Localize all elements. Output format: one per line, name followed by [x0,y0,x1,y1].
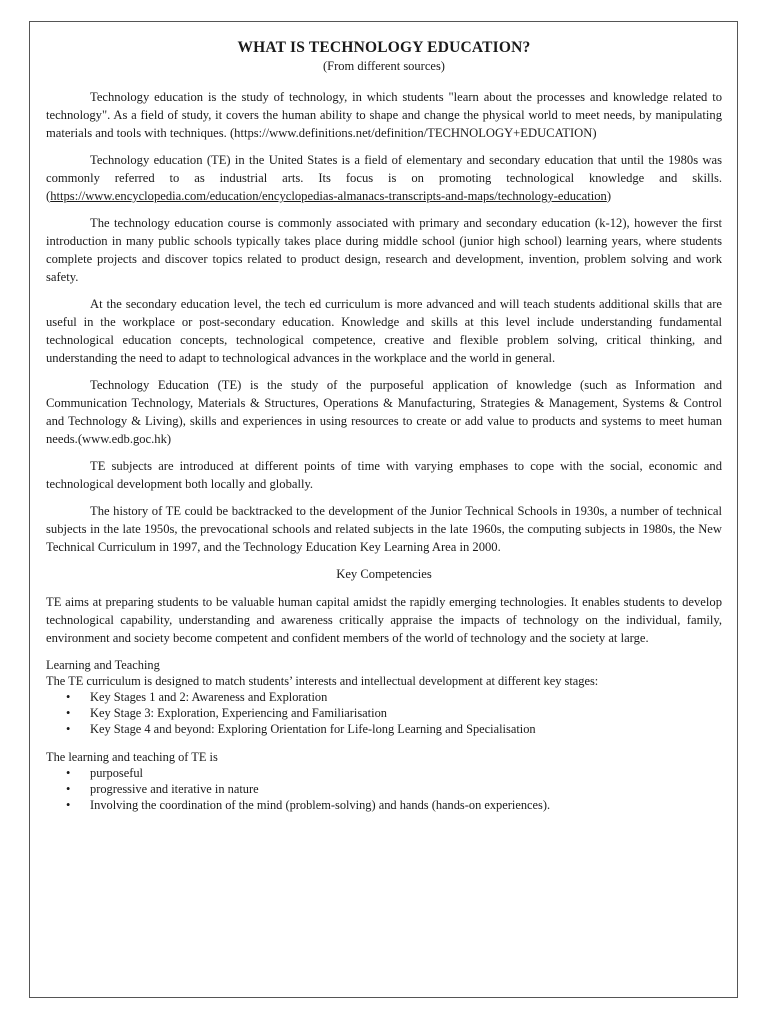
paragraph-us-te-text: Technology education (TE) in the United States is a field of elementary and secondary education that until the 1980s was commonly referred to as industrial arts. Its focus is on promoting technological knowledge and skills. ( [46,153,722,203]
bullet-icon: • [66,690,71,704]
paragraph-course: The technology education course is commonly associated with primary and secondary education (k-12), however the first introduction in many public schools typically takes place during middle school (junior high school) learning years, where students complete projects and discover topics related to product design, research and development, invention, problem solving and work safety. [46,216,722,284]
teaching-qualities-list [46,765,722,813]
page-title: WHAT IS TECHNOLOGY EDUCATION? [237,39,531,56]
list-item [46,797,722,813]
spacer [46,737,722,749]
paragraph-te-definition: Technology Education (TE) is the study of the purposeful application of knowledge (such as Information and Communication Technology, Materials & Structures, Operations & Manufacturing, Strategies & Management, Systems & Control and Technology & Living), skills and experiences in using resources to create or add value to products and systems to meet human needs.(www.edb.goc.hk) [46,378,722,446]
list-item [46,721,722,737]
paragraph-us-te [46,151,722,205]
page-subtitle: (From different sources) [323,59,445,73]
paragraph-key-competencies: TE aims at preparing students to be valuable human capital amidst the rapidly emerging technologies. It enables students to develop technological capability, understanding and awareness critically appraise the impacts of technology on the individual, family, environment and society become competent and confident members of the world of technology and the society at large. [46,595,722,645]
list-item [46,689,722,705]
paragraph-history: The history of TE could be backtracked to the development of the Junior Technical Schools in 1930s, a number of technical subjects in the late 1950s, the prevocational schools and related subjects in the late 1960s, the computing subjects in 1980s, the New Technical Curriculum in 1997, and the Technology Education Key Learning Area in 2000. [46,504,722,554]
bullet-icon: • [66,766,71,780]
teaching-intro: The learning and teaching of TE is [46,750,218,764]
list-item-text: Key Stages 1 and 2: Awareness and Exploration [90,690,328,704]
learning-teaching-heading: Learning and Teaching [46,658,160,672]
list-item-text: purposeful [90,766,143,780]
list-item [46,781,722,797]
paragraph-us-te-close: ) [606,189,612,203]
list-item [46,765,722,781]
paragraph-secondary: At the secondary education level, the tech ed curriculum is more advanced and will teach students additional skills that are useful in the workplace or post-secondary education. Knowledge and skills at this level include understanding fundamental technological education concepts, technological competence, creative and flexible problem solving, critical thinking, and understanding the need to adapt to technological advances in the workplace and the world in general. [46,297,722,365]
bullet-icon: • [66,798,71,812]
list-item-text: Involving the coordination of the mind (problem-solving) and hands (hands-on experiences). [90,798,551,812]
bullet-icon: • [66,722,71,736]
list-item-text: Key Stage 4 and beyond: Exploring Orientation for Life-long Learning and Specialisation [90,722,536,736]
key-competencies-heading: Key Competencies [336,567,432,581]
bullet-icon: • [66,706,71,720]
key-stages-list [46,689,722,737]
learning-intro: The TE curriculum is designed to match students’ interests and intellectual development at different key stages: [46,674,599,688]
list-item-text: Key Stage 3: Exploration, Experiencing and Familiarisation [90,706,387,720]
bullet-icon: • [66,782,71,796]
list-item-text: progressive and iterative in nature [90,782,259,796]
paragraph-definition: Technology education is the study of technology, in which students "learn about the processes and knowledge related to technology". As a field of study, it covers the human ability to shape and change the physical world to meet needs, by manipulating materials and tools with techniques. (https://www.definitions.net/definition/TECHNOLOGY+EDUCATION) [46,90,722,140]
list-item [46,705,722,721]
encyclopedia-link[interactable]: https://www.encyclopedia.com/education/encyclopedias-almanacs-transcripts-and-maps/technology-education [50,189,607,203]
document-body [46,38,722,813]
paragraph-te-subjects: TE subjects are introduced at different points of time with varying emphases to cope with the social, economic and technological development both locally and globally. [46,459,722,491]
